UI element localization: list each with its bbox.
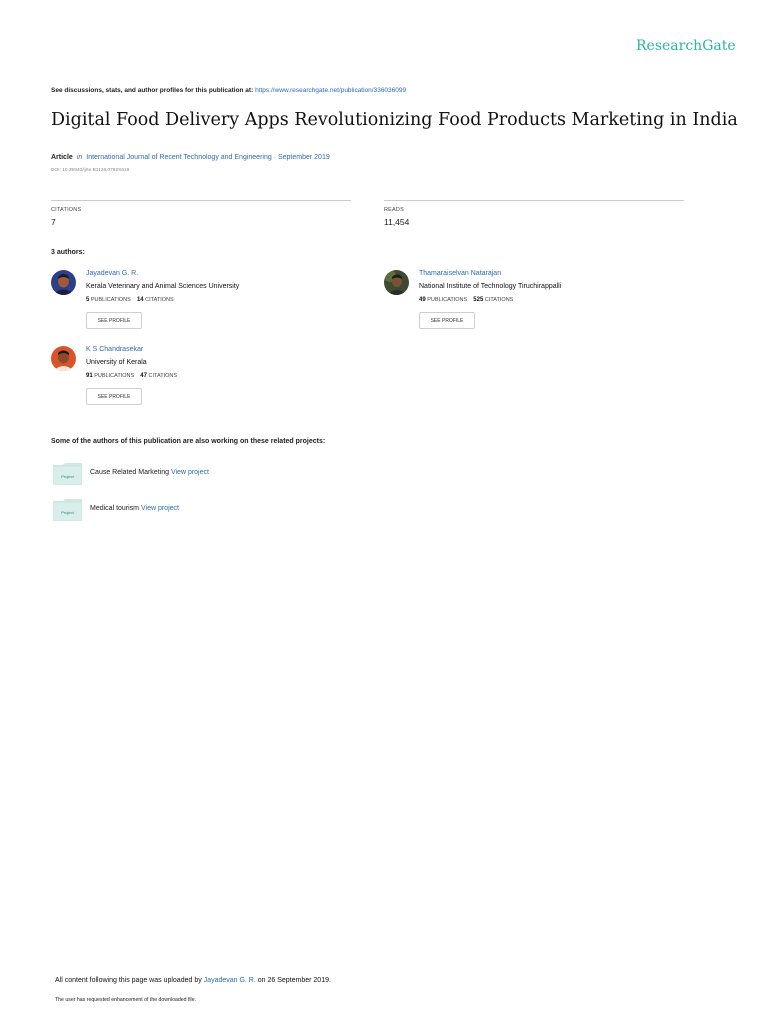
project-folder-icon[interactable] <box>53 499 82 521</box>
uploader-link[interactable]: Jayadevan G. R. <box>203 977 256 984</box>
citations-count-label: CITATIONS <box>145 297 174 303</box>
reads-value: 11,454 <box>384 217 410 227</box>
see-profile-button[interactable]: SEE PROFILE <box>419 312 475 329</box>
author-name-link[interactable]: Jayadevan G. R. <box>86 270 139 277</box>
project-text <box>90 469 209 476</box>
view-project-link[interactable]: View project <box>170 469 209 476</box>
publications-count: 91 <box>86 373 93 379</box>
upload-note <box>55 977 331 984</box>
publications-label: PUBLICATIONS <box>427 297 468 303</box>
citations-label: CITATIONS <box>51 207 82 213</box>
publication-url-link[interactable]: https://www.researchgate.net/publication/336036099 <box>255 87 407 94</box>
citations-count: 525 <box>473 297 484 303</box>
related-projects-heading: Some of the authors of this publication are also working on these related projects: <box>51 438 326 445</box>
citations-value: 7 <box>51 217 56 227</box>
publication-title: Digital Food Delivery Apps Revolutionizing Food Products Marketing in India <box>51 110 738 130</box>
view-project-link[interactable]: View project <box>140 505 179 512</box>
author-counts <box>86 373 177 379</box>
reads-stat <box>384 200 684 227</box>
project-name: Medical tourism <box>90 505 140 512</box>
publications-label: PUBLICATIONS <box>94 373 135 379</box>
project-thumb-label: Project <box>61 474 74 479</box>
publications-label: PUBLICATIONS <box>90 297 131 303</box>
author-institution: University of Kerala <box>86 359 147 366</box>
publication-type: Article <box>51 154 73 161</box>
see-profile-button[interactable]: SEE PROFILE <box>86 388 142 405</box>
publication-meta <box>51 154 330 161</box>
top-note <box>51 87 406 94</box>
avatar[interactable] <box>384 270 409 295</box>
author-counts <box>419 297 513 303</box>
project-folder-icon[interactable] <box>53 463 82 485</box>
citations-count-label: CITATIONS <box>148 373 178 379</box>
publications-count: 5 <box>86 297 90 303</box>
reads-label: READS <box>384 207 404 213</box>
avatar[interactable] <box>51 270 76 295</box>
journal-link[interactable]: International Journal of Recent Technology and Engineering · September 2019 <box>86 154 330 161</box>
citations-stat <box>51 200 351 227</box>
top-note-text: See discussions, stats, and author profiles for this publication at: <box>51 87 254 94</box>
publications-count: 49 <box>419 297 426 303</box>
citations-count-label: CITATIONS <box>484 297 514 303</box>
citations-count: 47 <box>140 373 147 379</box>
author-counts <box>86 297 174 303</box>
upload-suffix: on 26 September 2019. <box>257 977 331 984</box>
author-name-link[interactable]: K S Chandrasekar <box>86 346 144 353</box>
upload-prefix: All content following this page was uploaded by <box>55 977 202 984</box>
doi: DOI: 10.35940/ijrte.B1126.0782S619 <box>51 168 130 173</box>
researchgate-logo[interactable]: ResearchGate <box>636 38 736 54</box>
avatar[interactable] <box>51 346 76 371</box>
meta-in-label: in <box>76 154 83 161</box>
project-thumb-label: Project <box>61 510 74 515</box>
authors-heading: 3 authors: <box>51 249 85 256</box>
enhancement-note: The user has requested enhancement of the downloaded file. <box>55 997 197 1003</box>
see-profile-button[interactable]: SEE PROFILE <box>86 312 142 329</box>
citations-count: 14 <box>136 297 144 303</box>
author-institution: National Institute of Technology Tiruchirappalli <box>419 283 562 290</box>
author-institution: Kerala Veterinary and Animal Sciences University <box>86 283 240 290</box>
author-name-link[interactable]: Thamaraiselvan Natarajan <box>419 270 502 277</box>
project-name: Cause Related Marketing <box>90 469 169 476</box>
project-text <box>90 505 179 512</box>
